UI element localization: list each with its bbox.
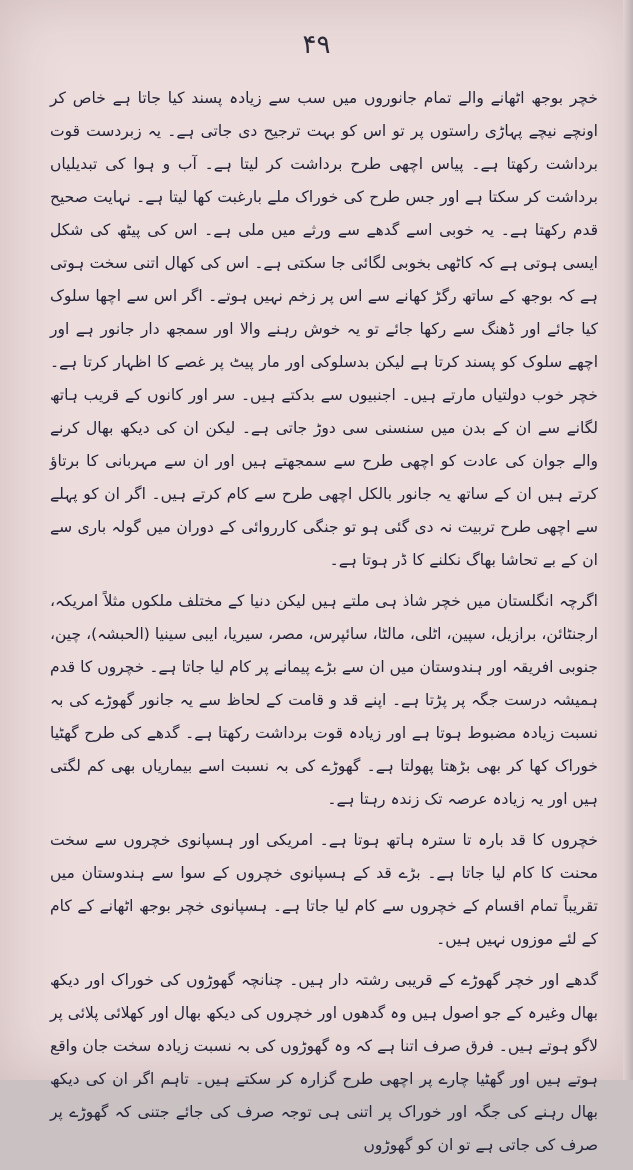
paragraph: خچر بوجھ اٹھانے والے تمام جانوروں میں سب سے زیادہ پسند کیا جاتا ہے خاص کر اونچے نیچے پہاڑی راستوں پر تو اس کو بہت ترجیح دی جاتی ہے۔ یہ زبردست قوت برداشت رکھتا ہے۔ پیاس اچھی طرح برداشت کر لیتا ہے۔ آب و ہوا کی تبدیلیاں برداشت کر سکتا ہے اور جس طرح کی خوراک ملے بارغبت کھا لیتا ہے۔ نہایت صحیح قدم رکھتا ہے۔ یہ خوبی اسے گدھے سے ورثے میں ملی ہے۔ اس کی پیٹھ کی شکل ایسی ہوتی ہے کہ کاٹھی بخوبی لگائی جا سکتی ہے۔ اس کی کھال اتنی سخت ہوتی ہے کہ بوجھ کے ساتھ رگڑ کھانے سے اس پر زخم نہیں ہوتے۔ اگر اس سے اچھا سلوک کیا جائے اور ڈھنگ سے رکھا جائے تو یہ خوش رہنے والا اور سمجھ دار جانور ہے اور اچھے سلوک کو پسند کرتا ہے لیکن بدسلوکی اور مار پیٹ پر غصے کا اظہار کرتا ہے۔ خچر خوب دولتیاں مارتے ہیں۔ اجنبیوں سے بدکتے ہیں۔ سر اور کانوں کے قریب ہاتھ لگانے سے ان کے بدن میں سنسنی سی دوڑ جاتی ہے۔ لیکن ان کی دیکھ بھال کرنے والے جوان کی عادت کو اچھی طرح سے سمجھتے ہیں اور ان سے مہربانی کا برتاؤ کرتے ہیں ان کے ساتھ یہ جانور بالکل اچھی طرح سے کام کرتے ہیں۔ اگر ان کو پہلے سے اچھی طرح تربیت نہ دی گئی ہو تو جنگی کارروائی کے دوران میں گولہ باری سے ان کے بے تحاشا بھاگ نکلنے کا ڈر ہوتا ہے۔ — [50, 89, 598, 569]
paragraph: گدھے اور خچر گھوڑے کے قریبی رشتہ دار ہیں۔ چنانچہ گھوڑوں کی خوراک اور دیکھ بھال وغیرہ کے جو اصول ہیں وہ گدھوں اور خچروں کی دیکھ بھال اور کھلائی پلائی پر لاگو ہوتے ہیں۔ فرق صرف اتنا ہے کہ وہ گھوڑوں کی بہ نسبت زیادہ سخت جان واقع ہوتے ہیں اور گھٹیا چارے پر اچھی طرح گزارہ کر سکتے ہیں۔ تاہم اگر ان کی دیکھ بھال رہنے کی جگہ اور خوراک پر اتنی ہی توجہ صرف کی جائے جتنی کہ گھوڑے پر صرف کی جاتی ہے تو ان کو گھوڑوں — [50, 971, 598, 1154]
page-number: ۴۹ — [302, 30, 331, 60]
paragraph: خچروں کا قد بارہ تا سترہ ہاتھ ہوتا ہے۔ امریکی اور ہسپانوی خچروں سے سخت محنت کا کام لیا جاتا ہے۔ بڑے قد کے ہسپانوی خچروں کے سوا سے ہندوستان میں تقریباً تمام اقسام کے خچروں سے کام لیا جاتا ہے۔ ہسپانوی خچر بوجھ اٹھانے کے کام کے لئے موزوں نہیں ہیں۔ — [50, 831, 598, 948]
page-edge — [623, 0, 633, 1080]
body-text — [50, 82, 598, 1170]
paragraph: اگرچہ انگلستان میں خچر شاذ ہی ملتے ہیں لیکن دنیا کے مختلف ملکوں مثلاً امریکہ، ارجنٹائن، برازیل، سپین، اٹلی، مالٹا، سائپرس، مصر، سیریا، ایبی سینیا (الحبشہ)، چین، جنوبی افریقہ اور ہندوستان میں ان سے بڑے پیمانے پر کام لیا جاتا ہے۔ خچروں کا قدم ہمیشہ درست جگہ پر پڑتا ہے۔ اپنے قد و قامت کے لحاظ سے یہ جانور گھوڑے کی بہ نسبت زیادہ مضبوط ہوتا ہے اور زیادہ قوت برداشت رکھتا ہے۔ گدھے کی طرح گھٹیا خوراک کھا کر بھی بڑھتا پھولتا ہے۔ گھوڑے کی بہ نسبت اسے بیماریاں بھی کم لگتی ہیں اور یہ زیادہ عرصہ تک زندہ رہتا ہے۔ — [50, 592, 598, 808]
